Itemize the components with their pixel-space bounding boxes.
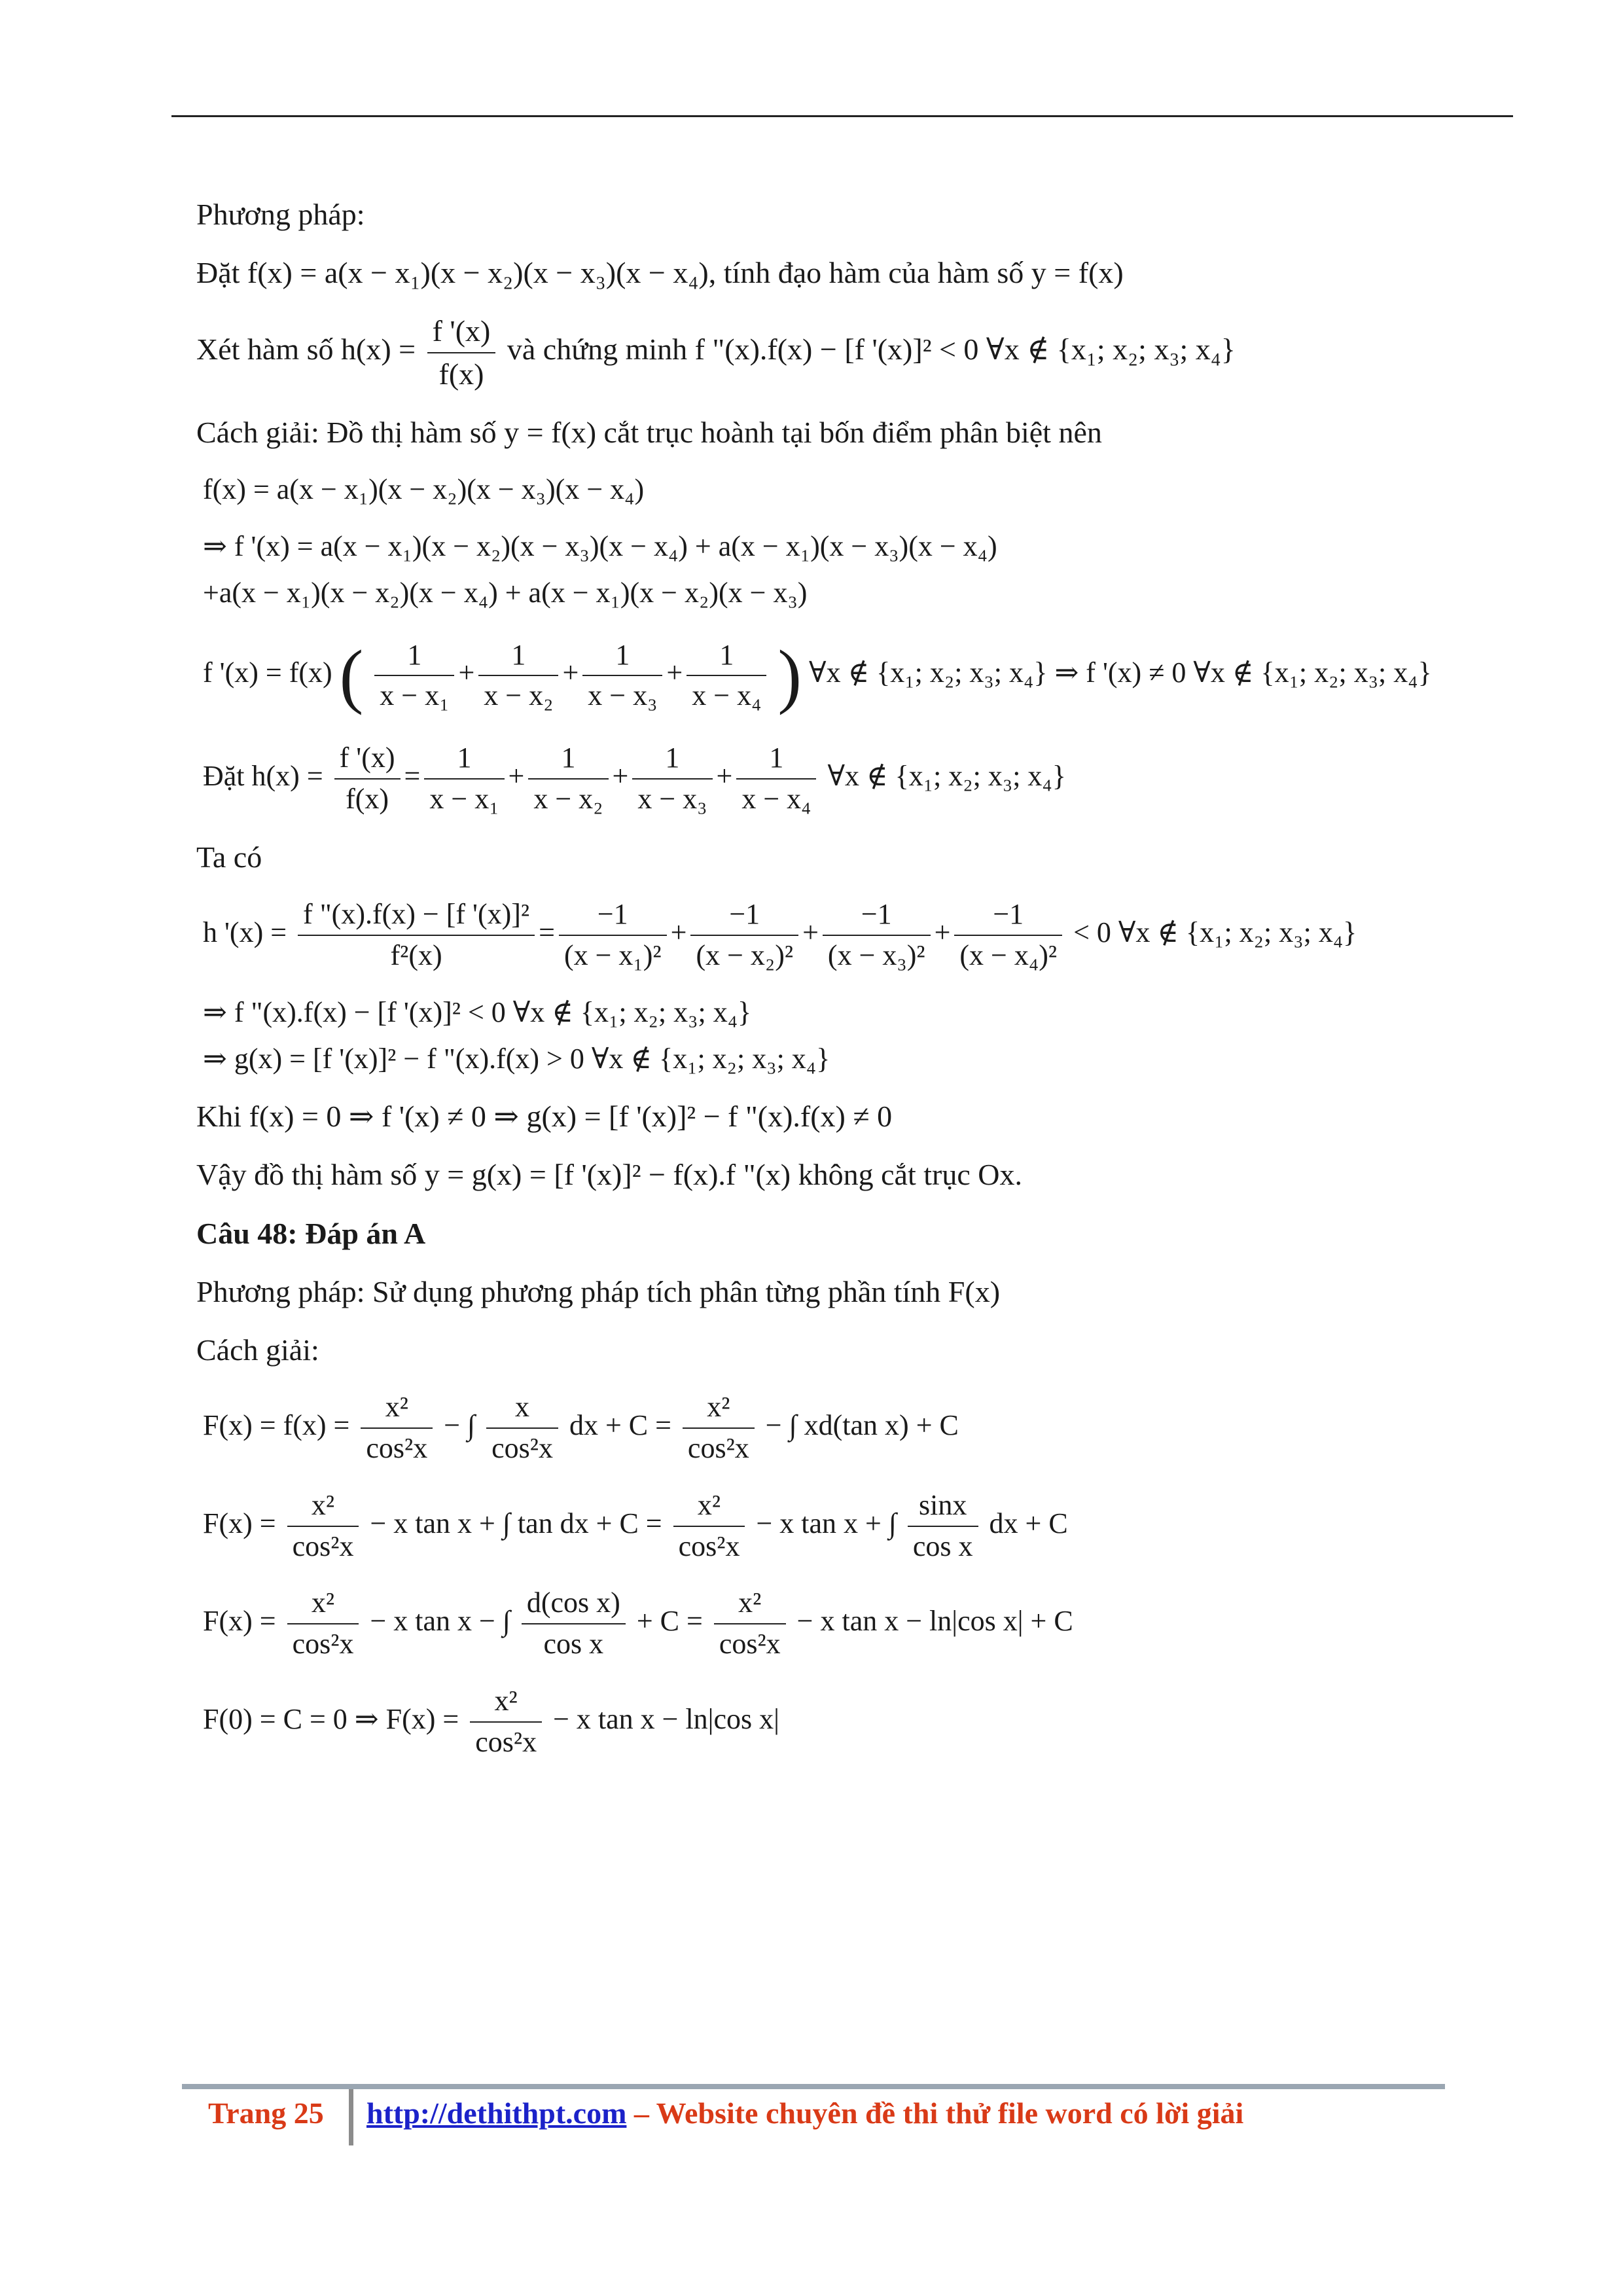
eq4-term-2-num: 1 bbox=[528, 741, 608, 780]
l2-frac-2 bbox=[673, 1488, 745, 1564]
l1-frac-2-num: x bbox=[486, 1390, 558, 1429]
ta-co: Ta có bbox=[196, 840, 262, 874]
l1-frac-3 bbox=[683, 1390, 755, 1466]
l3-c: + C = bbox=[636, 1605, 703, 1638]
eq3-term-1 bbox=[374, 638, 454, 714]
h-fraction bbox=[427, 313, 496, 391]
l2-frac-1-den: cos²x bbox=[292, 1530, 354, 1562]
integral-line-2 bbox=[203, 1488, 1531, 1564]
method-step-1: Đặt f(x) = a(x − x₁)(x − x₂)(x − x₃)(x − x₄), tính đạo hàm của hàm số y = f(x) bbox=[196, 256, 1124, 290]
left-paren: ( bbox=[339, 636, 364, 716]
eq3-term-2 bbox=[478, 638, 558, 714]
method-label: Phương pháp: bbox=[196, 198, 365, 231]
l3-frac-2-den: cos x bbox=[543, 1628, 604, 1660]
eq5-term-3 bbox=[823, 897, 931, 973]
eq5-term-4 bbox=[954, 897, 1062, 973]
l3-frac-3 bbox=[714, 1586, 786, 1662]
eq5-frac-num: f "(x).f(x) − [f '(x)]² bbox=[298, 897, 535, 936]
eq3-term-4-den: x − x₄ bbox=[692, 679, 762, 712]
method-step-2-prefix: Xét hàm số h(x) = bbox=[196, 332, 416, 367]
eq5-term-1 bbox=[559, 897, 667, 973]
equation-h-def: Đặt h(x) = $\frac{f '(x)}{f(x)}$ = $\frac{1}{\text{x − x₁}}$ + $\frac{1}{\text{x − x₂}}$ + $\frac{1}{\text{x − x₃}}$ + $\frac{1}{\text{x − x₄}}$ ∀x ∉ {x₁; x₂; x₃; x₄} bbox=[203, 741, 1531, 817]
eq4-suffix: ∀x ∉ {x₁; x₂; x₃; x₄} bbox=[827, 760, 1066, 793]
eq4-frac-num: f '(x) bbox=[334, 741, 401, 780]
method-step-2-suffix: và chứng minh f "(x).f(x) − [f '(x)]² < 0 ∀x ∉ {x₁; x₂; x₃; x₄} bbox=[507, 332, 1236, 367]
l1-b: − ∫ bbox=[444, 1409, 476, 1442]
l2-frac-3-den: cos x bbox=[912, 1530, 973, 1562]
l1-frac-3-num: x² bbox=[683, 1390, 755, 1429]
l2-frac-3-num: sinx bbox=[908, 1488, 978, 1527]
eq4-term-4 bbox=[736, 741, 816, 817]
l2-frac-1-num: x² bbox=[287, 1488, 359, 1527]
eq5-term-1-den: (x − x₁)² bbox=[563, 939, 662, 971]
eq4-term-3 bbox=[632, 741, 712, 817]
equation-fprime-sum: f '(x) = f(x) ( $\frac{1}{\text{x − x₁}}$ + $\frac{1}{\text{x − x₂}}$ + $\frac{1}{\text{x − x₃}}$ + $\frac{1}{\text{x − x₄}}$ ) ∀x ∉ {x₁; x₂; x₃; x₄} ⇒ f '(x) ≠ 0 ∀x ∉ {x₁; x₂; x₃; x₄} bbox=[203, 636, 1432, 716]
eq5-suffix: < 0 ∀x ∉ {x₁; x₂; x₃; x₄} bbox=[1073, 916, 1357, 948]
eq5-term-4-den: (x − x₄)² bbox=[959, 939, 1058, 971]
eq4-term-3-den: x − x₃ bbox=[637, 783, 707, 816]
eq4-term-1-num: 1 bbox=[424, 741, 504, 780]
eq3-term-3-den: x − x₃ bbox=[588, 679, 658, 712]
l1-frac-2-den: cos²x bbox=[491, 1432, 553, 1465]
eq5-term-2 bbox=[690, 897, 798, 973]
l1-frac-3-den: cos²x bbox=[687, 1432, 749, 1465]
eq4-term-4-den: x − x₄ bbox=[741, 783, 812, 816]
l4-frac-1-num: x² bbox=[470, 1684, 542, 1723]
eq4-frac-den: f(x) bbox=[346, 783, 389, 816]
l3-frac-1-num: x² bbox=[287, 1586, 359, 1624]
question-48-method: Phương pháp: Sử dụng phương pháp tích phân từng phần tính F(x) bbox=[196, 1274, 1001, 1308]
l3-frac-1 bbox=[287, 1586, 359, 1662]
l1-frac-1 bbox=[361, 1390, 433, 1466]
eq5-term-2-den: (x − x₂)² bbox=[696, 939, 794, 971]
eq3-term-3-num: 1 bbox=[582, 638, 662, 677]
equation-implications bbox=[203, 996, 1531, 1077]
equation-derivative bbox=[203, 529, 1531, 611]
l2-c: − x tan x + ∫ bbox=[756, 1507, 897, 1539]
l3-frac-3-den: cos²x bbox=[719, 1628, 781, 1660]
eq5-term-4-num: −1 bbox=[954, 897, 1062, 936]
l3-a: F(x) = bbox=[203, 1605, 276, 1638]
eq4-term-1 bbox=[424, 741, 504, 817]
l3-frac-2 bbox=[522, 1586, 626, 1662]
solution-intro: Cách giải: Đồ thị hàm số y = f(x) cắt trục hoành tại bốn điểm phân biệt nên bbox=[196, 415, 1102, 449]
equation-derivative-line-1: ⇒ f '(x) = a(x − x₁)(x − x₂)(x − x₃)(x − x₄) + a(x − x₁)(x − x₃)(x − x₄) bbox=[203, 529, 997, 562]
eq4-term-4-num: 1 bbox=[736, 741, 816, 780]
h-fraction-num: f '(x) bbox=[427, 313, 496, 353]
eq5-frac-den: f²(x) bbox=[390, 939, 442, 971]
l2-frac-2-den: cos²x bbox=[678, 1530, 740, 1562]
eq4-frac bbox=[334, 741, 401, 817]
equation-f-line: f(x) = a(x − x₁)(x − x₂)(x − x₃)(x − x₄) bbox=[203, 473, 645, 505]
equation-implication-2: ⇒ g(x) = [f '(x)]² − f "(x).f(x) > 0 ∀x ∉ {x₁; x₂; x₃; x₄} bbox=[203, 1042, 830, 1075]
eq3-term-1-den: x − x₁ bbox=[380, 679, 450, 712]
l3-frac-3-num: x² bbox=[714, 1586, 786, 1624]
footer-tagline: – Website chuyên đề thi thử file word có lời giải bbox=[626, 2096, 1244, 2130]
l4-frac-1 bbox=[470, 1684, 542, 1760]
right-paren: ) bbox=[777, 636, 802, 716]
l2-d: dx + C bbox=[989, 1507, 1068, 1539]
khi-statement: Khi f(x) = 0 ⇒ f '(x) ≠ 0 ⇒ g(x) = [f '(x)]² − f "(x).f(x) ≠ 0 bbox=[196, 1100, 893, 1134]
method-step-2 bbox=[196, 313, 1531, 391]
l1-frac-2 bbox=[486, 1390, 558, 1466]
eq4-term-3-num: 1 bbox=[632, 741, 712, 780]
conclusion-statement: Vậy đồ thị hàm số y = g(x) = [f '(x)]² − f(x).f "(x) không cắt trục Ox. bbox=[196, 1158, 1022, 1192]
eq3-term-1-num: 1 bbox=[374, 638, 454, 677]
equation-derivative-line-2: +a(x − x₁)(x − x₂)(x − x₄) + a(x − x₁)(x − x₂)(x − x₃) bbox=[203, 576, 808, 609]
eq5-term-3-num: −1 bbox=[823, 897, 931, 936]
l2-frac-3 bbox=[908, 1488, 978, 1564]
equation-implication-1: ⇒ f "(x).f(x) − [f '(x)]² < 0 ∀x ∉ {x₁; x₂; x₃; x₄} bbox=[203, 996, 752, 1028]
l1-d: − ∫ xd(tan x) + C bbox=[765, 1409, 959, 1442]
question-48-heading: Câu 48: Đáp án A bbox=[196, 1216, 426, 1250]
eq3-term-4 bbox=[687, 638, 766, 714]
l2-frac-1 bbox=[287, 1488, 359, 1564]
l1-frac-1-den: cos²x bbox=[366, 1432, 428, 1465]
l2-b: − x tan x + ∫ tan dx + C = bbox=[370, 1507, 662, 1539]
page-number: Trang 25 bbox=[208, 2096, 324, 2130]
eq4-term-2-den: x − x₂ bbox=[533, 783, 603, 816]
l3-b: − x tan x − ∫ bbox=[370, 1605, 510, 1638]
eq3-term-2-num: 1 bbox=[478, 638, 558, 677]
l1-a: F(x) = f(x) = bbox=[203, 1409, 350, 1442]
eq3-suffix: ∀x ∉ {x₁; x₂; x₃; x₄} ⇒ f '(x) ≠ 0 ∀x ∉ {x₁; x₂; x₃; x₄} bbox=[809, 656, 1432, 689]
l2-frac-2-num: x² bbox=[673, 1488, 745, 1527]
l4-a: F(0) = C = 0 ⇒ F(x) = bbox=[203, 1702, 459, 1735]
page-content bbox=[196, 196, 1531, 1782]
eq3-term-4-num: 1 bbox=[687, 638, 766, 677]
footer-caption bbox=[366, 2096, 1243, 2130]
l1-c: dx + C = bbox=[569, 1409, 671, 1442]
l3-frac-1-den: cos²x bbox=[292, 1628, 354, 1660]
integral-line-4 bbox=[203, 1684, 1531, 1760]
integral-line-3 bbox=[203, 1586, 1531, 1662]
h-fraction-den: f(x) bbox=[438, 357, 484, 391]
eq5-term-3-den: (x − x₃)² bbox=[827, 939, 925, 971]
eq5-frac bbox=[298, 897, 535, 973]
eq3-prefix: f '(x) = f(x) bbox=[203, 656, 332, 689]
eq4-term-1-den: x − x₁ bbox=[429, 783, 499, 816]
header-rule bbox=[171, 115, 1513, 117]
equation-h-prime: h '(x) = $\frac{\text{f "(x).f(x) − [f '(x)]²}}{\text{f²(x)}}$ = $\frac{-1}{\text{(x − x₁)²}}$ + $\frac{-1}{\text{(x − x₂)²}}$ + $\frac{-1}{\text{(x − x₃)²}}$ + $\frac{-1}{\text{(x − x₄)²}}$ < 0 ∀x ∉ {x₁; x₂; x₃; x₄} bbox=[203, 897, 1531, 973]
question-48-cach-giai: Cách giải: bbox=[196, 1333, 319, 1367]
eq5-term-1-num: −1 bbox=[559, 897, 667, 936]
website-link[interactable]: http://dethithpt.com bbox=[366, 2096, 627, 2130]
eq5-prefix: h '(x) = bbox=[203, 916, 287, 948]
l3-frac-2-num: d(cos x) bbox=[522, 1586, 626, 1624]
equation-f bbox=[203, 473, 1531, 507]
eq4-term-2 bbox=[528, 741, 608, 817]
eq4-prefix: Đặt h(x) = bbox=[203, 760, 323, 793]
l4-frac-1-den: cos²x bbox=[475, 1725, 537, 1758]
footer-divider bbox=[349, 2089, 353, 2145]
l1-frac-1-num: x² bbox=[361, 1390, 433, 1429]
l4-b: − x tan x − ln|cos x| bbox=[553, 1702, 779, 1735]
l3-d: − x tan x − ln|cos x| + C bbox=[796, 1605, 1073, 1638]
l2-a: F(x) = bbox=[203, 1507, 276, 1539]
integral-line-1 bbox=[203, 1390, 1531, 1466]
eq5-term-2-num: −1 bbox=[690, 897, 798, 936]
eq3-term-2-den: x − x₂ bbox=[484, 679, 554, 712]
eq3-term-3 bbox=[582, 638, 662, 714]
footer-rule bbox=[182, 2084, 1445, 2089]
